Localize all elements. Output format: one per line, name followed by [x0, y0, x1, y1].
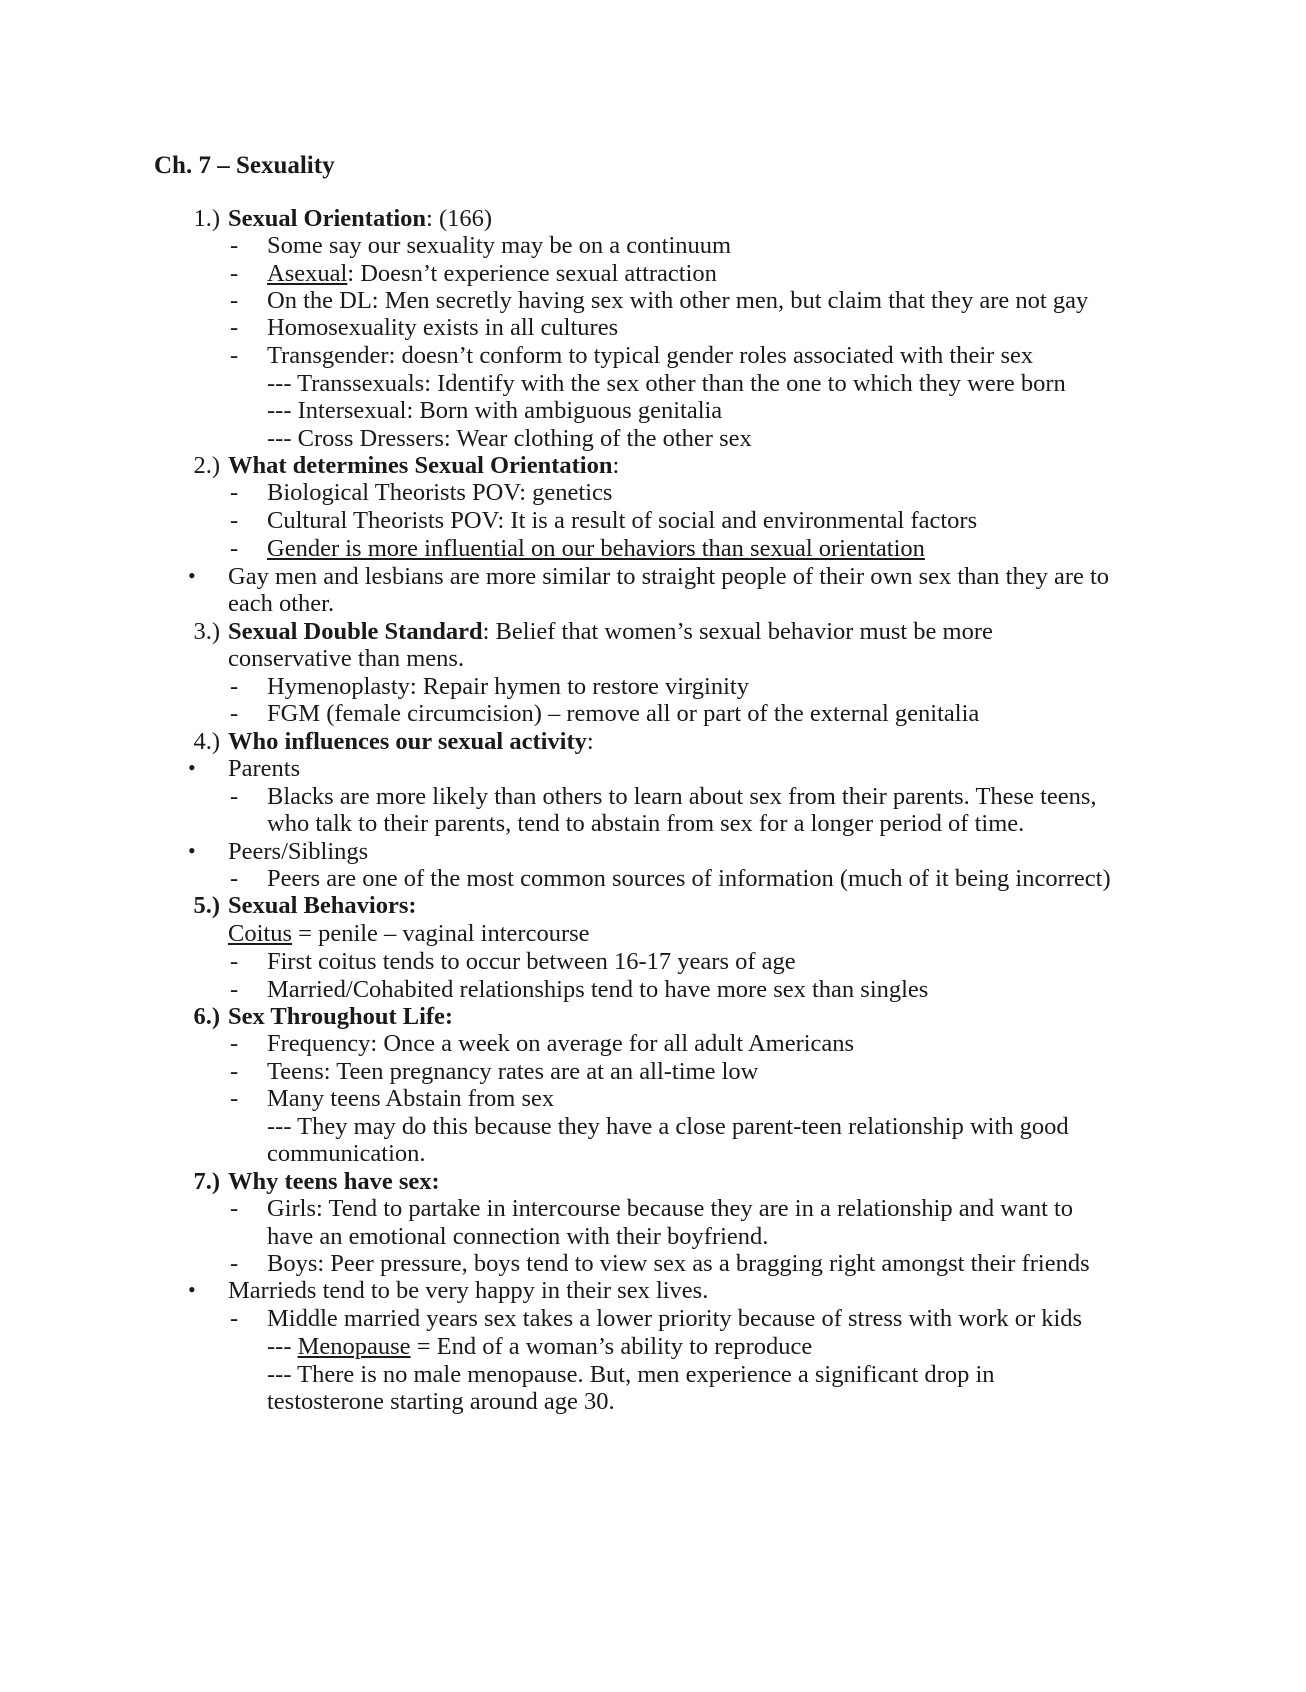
dash-marker: -	[230, 1085, 239, 1112]
text	[228, 728, 594, 756]
list-item	[0, 673, 1306, 703]
list-item	[0, 260, 1306, 290]
text: Marrieds tend to be very happy in their sex lives.	[228, 1277, 709, 1304]
list-item	[0, 1058, 1306, 1088]
text: Frequency: Once a week on average for all adult Americans	[267, 1030, 855, 1057]
text: Blacks are more likely than others to learn about sex from their parents. These teens,	[267, 783, 1097, 810]
text: Asexual	[267, 260, 348, 287]
list-item	[0, 1250, 1306, 1280]
list-item	[0, 479, 1306, 509]
text: Menopause	[297, 1333, 411, 1360]
dash-marker: -	[230, 507, 239, 534]
text: --- Intersexual: Born with ambiguous genitalia	[267, 397, 723, 424]
text: Gay men and lesbians are more similar to straight people of their own sex than they are to	[228, 563, 1110, 590]
list-item	[0, 976, 1306, 1006]
text: Sexual Double Standard	[228, 618, 483, 645]
text	[228, 205, 492, 233]
text: Boys: Peer pressure, boys tend to view sex as a bragging right amongst their friends	[267, 1250, 1090, 1277]
section-7-heading	[0, 1168, 1306, 1198]
text: --- Transsexuals: Identify with the sex other than the one to which they were born	[267, 370, 1066, 397]
text	[267, 1333, 812, 1361]
text: testosterone starting around age 30.	[267, 1388, 615, 1415]
section-1-heading	[0, 205, 1306, 235]
bullet-marker: •	[188, 1277, 196, 1302]
text: : (166)	[426, 205, 493, 232]
bullet-marker: •	[188, 563, 196, 588]
dash-marker: -	[230, 673, 239, 700]
text: = penile – vaginal intercourse	[292, 920, 590, 947]
section-2-heading	[0, 452, 1306, 482]
text: Peers/Siblings	[228, 838, 369, 865]
text: who talk to their parents, tend to abstain from sex for a longer period of time.	[267, 810, 1025, 837]
text: conservative than mens.	[228, 645, 465, 672]
text: ---	[267, 1333, 298, 1360]
definition	[0, 920, 1306, 950]
dash-marker: -	[230, 260, 239, 287]
text: :	[586, 728, 594, 755]
dash-marker: -	[230, 232, 239, 259]
text	[228, 618, 993, 646]
text: Biological Theorists POV: genetics	[267, 479, 613, 506]
text: Sexual Orientation	[228, 205, 427, 232]
section-number: 2.)	[193, 452, 220, 479]
list-item	[0, 1030, 1306, 1060]
dash-marker: -	[230, 314, 239, 341]
sub-item	[0, 397, 1306, 427]
section-number: 1.)	[193, 205, 220, 232]
text	[228, 1003, 453, 1031]
text: have an emotional connection with their boyfriend.	[267, 1223, 769, 1250]
dash-marker: -	[230, 1030, 239, 1057]
text: Married/Cohabited relationships tend to have more sex than singles	[267, 976, 929, 1003]
sub-item-cont	[0, 1388, 1306, 1418]
bullet-item-cont	[0, 590, 1306, 620]
section-number: 6.)	[193, 1003, 220, 1030]
text: Why teens have sex:	[228, 1168, 440, 1195]
dash-marker: -	[230, 287, 239, 314]
text: Cultural Theorists POV: It is a result of social and environmental factors	[267, 507, 978, 534]
section-4-heading	[0, 728, 1306, 758]
text	[228, 892, 417, 920]
text	[228, 1168, 440, 1196]
bullet-item	[0, 755, 1306, 785]
list-item	[0, 314, 1306, 344]
dash-marker: -	[230, 976, 239, 1003]
text: Peers are one of the most common sources of information (much of it being incorrect)	[267, 865, 1111, 892]
dash-marker: -	[230, 948, 239, 975]
list-item-cont	[0, 1223, 1306, 1253]
dash-marker: -	[230, 479, 239, 506]
list-item	[0, 507, 1306, 537]
list-item	[0, 1195, 1306, 1225]
text: Homosexuality exists in all cultures	[267, 314, 619, 341]
dash-marker: -	[230, 700, 239, 727]
text: :	[612, 452, 620, 479]
text: FGM (female circumcision) – remove all or part of the external genitalia	[267, 700, 980, 727]
text: Hymenoplasty: Repair hymen to restore virginity	[267, 673, 749, 700]
section-number: 7.)	[193, 1168, 220, 1195]
section-number: 5.)	[193, 892, 220, 919]
dash-marker: -	[230, 535, 239, 562]
dash-marker: -	[230, 1058, 239, 1085]
list-item	[0, 287, 1306, 317]
list-item	[0, 865, 1306, 895]
sub-item	[0, 1361, 1306, 1391]
text: Middle married years sex takes a lower priority because of stress with work or kids	[267, 1305, 1083, 1332]
text: --- They may do this because they have a close parent-teen relationship with good	[267, 1113, 1069, 1140]
dash-marker: -	[230, 783, 239, 810]
bullet-item	[0, 563, 1306, 593]
text: What determines Sexual Orientation	[228, 452, 613, 479]
list-item	[0, 948, 1306, 978]
sub-item	[0, 425, 1306, 455]
text	[228, 452, 619, 480]
text: First coitus tends to occur between 16-17 years of age	[267, 948, 796, 975]
dash-marker: -	[230, 1305, 239, 1332]
text: --- There is no male menopause. But, men experience a significant drop in	[267, 1361, 995, 1388]
dash-marker: -	[230, 342, 239, 369]
text	[267, 260, 717, 288]
text: each other.	[228, 590, 335, 617]
section-5-heading	[0, 892, 1306, 922]
list-item	[0, 535, 1306, 565]
dash-marker: -	[230, 865, 239, 892]
section-number: 4.)	[193, 728, 220, 755]
text: Girls: Tend to partake in intercourse because they are in a relationship and want to	[267, 1195, 1074, 1222]
section-number: 3.)	[193, 618, 220, 645]
sub-item-cont	[0, 1140, 1306, 1170]
text: Gender is more influential on our behaviors than sexual orientation	[267, 535, 925, 562]
text: : Doesn’t experience sexual attraction	[347, 260, 717, 287]
heading-cont	[0, 645, 1306, 675]
text: Teens: Teen pregnancy rates are at an all-time low	[267, 1058, 759, 1085]
bullet-item	[0, 1277, 1306, 1307]
dash-marker: -	[230, 1250, 239, 1277]
list-item	[0, 342, 1306, 372]
text: Parents	[228, 755, 301, 782]
text: Sex Throughout Life:	[228, 1003, 454, 1030]
text: On the DL: Men secretly having sex with other men, but claim that they are not gay	[267, 287, 1089, 314]
text: Sexual Behaviors:	[228, 892, 417, 919]
list-item	[0, 1305, 1306, 1335]
list-item	[0, 1085, 1306, 1115]
list-item-cont	[0, 810, 1306, 840]
text: --- Cross Dressers: Wear clothing of the other sex	[267, 425, 752, 452]
bullet-marker: •	[188, 838, 196, 863]
list-item	[0, 783, 1306, 813]
bullet-item	[0, 838, 1306, 868]
page-title: Ch. 7 – Sexuality	[154, 152, 335, 179]
text: Many teens Abstain from sex	[267, 1085, 555, 1112]
sub-item	[0, 1333, 1306, 1363]
text: Transgender: doesn’t conform to typical gender roles associated with their sex	[267, 342, 1034, 369]
text: communication.	[267, 1140, 426, 1167]
text: Coitus	[228, 920, 292, 947]
text	[267, 535, 925, 563]
sub-item	[0, 1113, 1306, 1143]
text: Who influences our sexual activity	[228, 728, 587, 755]
text: : Belief that women’s sexual behavior must be more	[482, 618, 993, 645]
section-6-heading	[0, 1003, 1306, 1033]
text: Some say our sexuality may be on a continuum	[267, 232, 732, 259]
sub-item	[0, 370, 1306, 400]
text: = End of a woman’s ability to reproduce	[410, 1333, 813, 1360]
section-3-heading	[0, 618, 1306, 648]
bullet-marker: •	[188, 755, 196, 780]
list-item	[0, 700, 1306, 730]
dash-marker: -	[230, 1195, 239, 1222]
text	[228, 920, 590, 948]
list-item	[0, 232, 1306, 262]
